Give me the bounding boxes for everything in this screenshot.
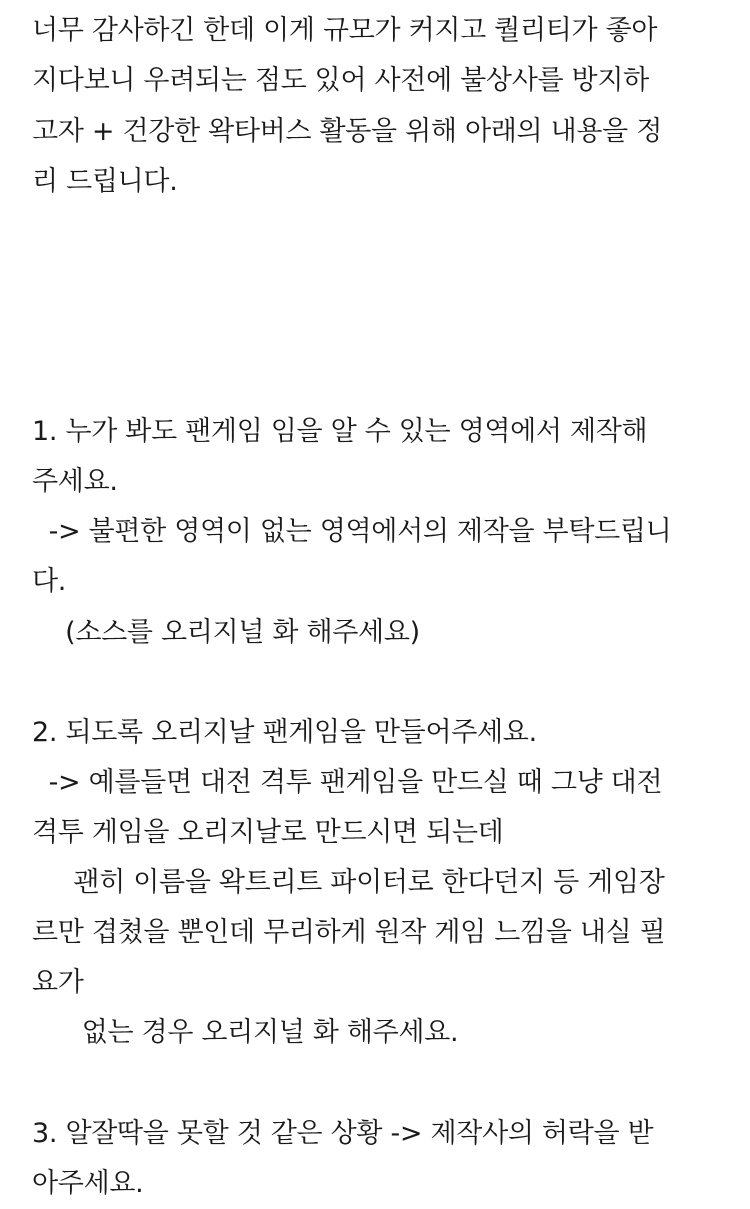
text-line: 주세요.: [32, 466, 118, 497]
text-line: 너무 감사하긴 한데 이게 규모가 커지고 퀄리티가 좋아: [32, 15, 658, 46]
text-line: 다.: [32, 566, 67, 597]
text-line: 격투 게임을 오리지날로 만드시면 되는데: [32, 817, 504, 848]
text-line: 리 드립니다.: [32, 166, 178, 197]
text-line: 아주세요.: [32, 1168, 144, 1199]
text-line: 고자 + 건강한 왁타버스 활동을 위해 아래의 내용을 정: [32, 116, 663, 147]
text-line: 없는 경우 오리지널 화 해주세요.: [32, 1017, 459, 1048]
text-line: 르만 겹쳤을 뿐인데 무리하게 원작 게임 느낌을 내실 필: [32, 917, 666, 948]
text-line: 2. 되도록 오리지날 팬게임을 만들어주세요.: [32, 717, 537, 748]
text-line: 3. 알잘딱을 못할 것 같은 상황 -> 제작사의 허락을 받: [32, 1118, 654, 1149]
text-line: (소스를 오리지널 화 해주세요): [32, 617, 420, 648]
text-line: 괜히 이름을 왁트리트 파이터로 한다던지 등 게임장: [32, 867, 665, 898]
text-line: 지다보니 우려되는 점도 있어 사전에 불상사를 방지하: [32, 65, 649, 96]
text-line: -> 예를들면 대전 격투 팬게임을 만드실 때 그냥 대전: [32, 767, 663, 798]
text-line: -> 불편한 영역이 없는 영역에서의 제작을 부탁드립니: [32, 516, 672, 547]
text-line: 요가: [32, 967, 84, 998]
text-line: 1. 누가 봐도 팬게임 임을 알 수 있는 영역에서 제작해: [32, 416, 648, 447]
